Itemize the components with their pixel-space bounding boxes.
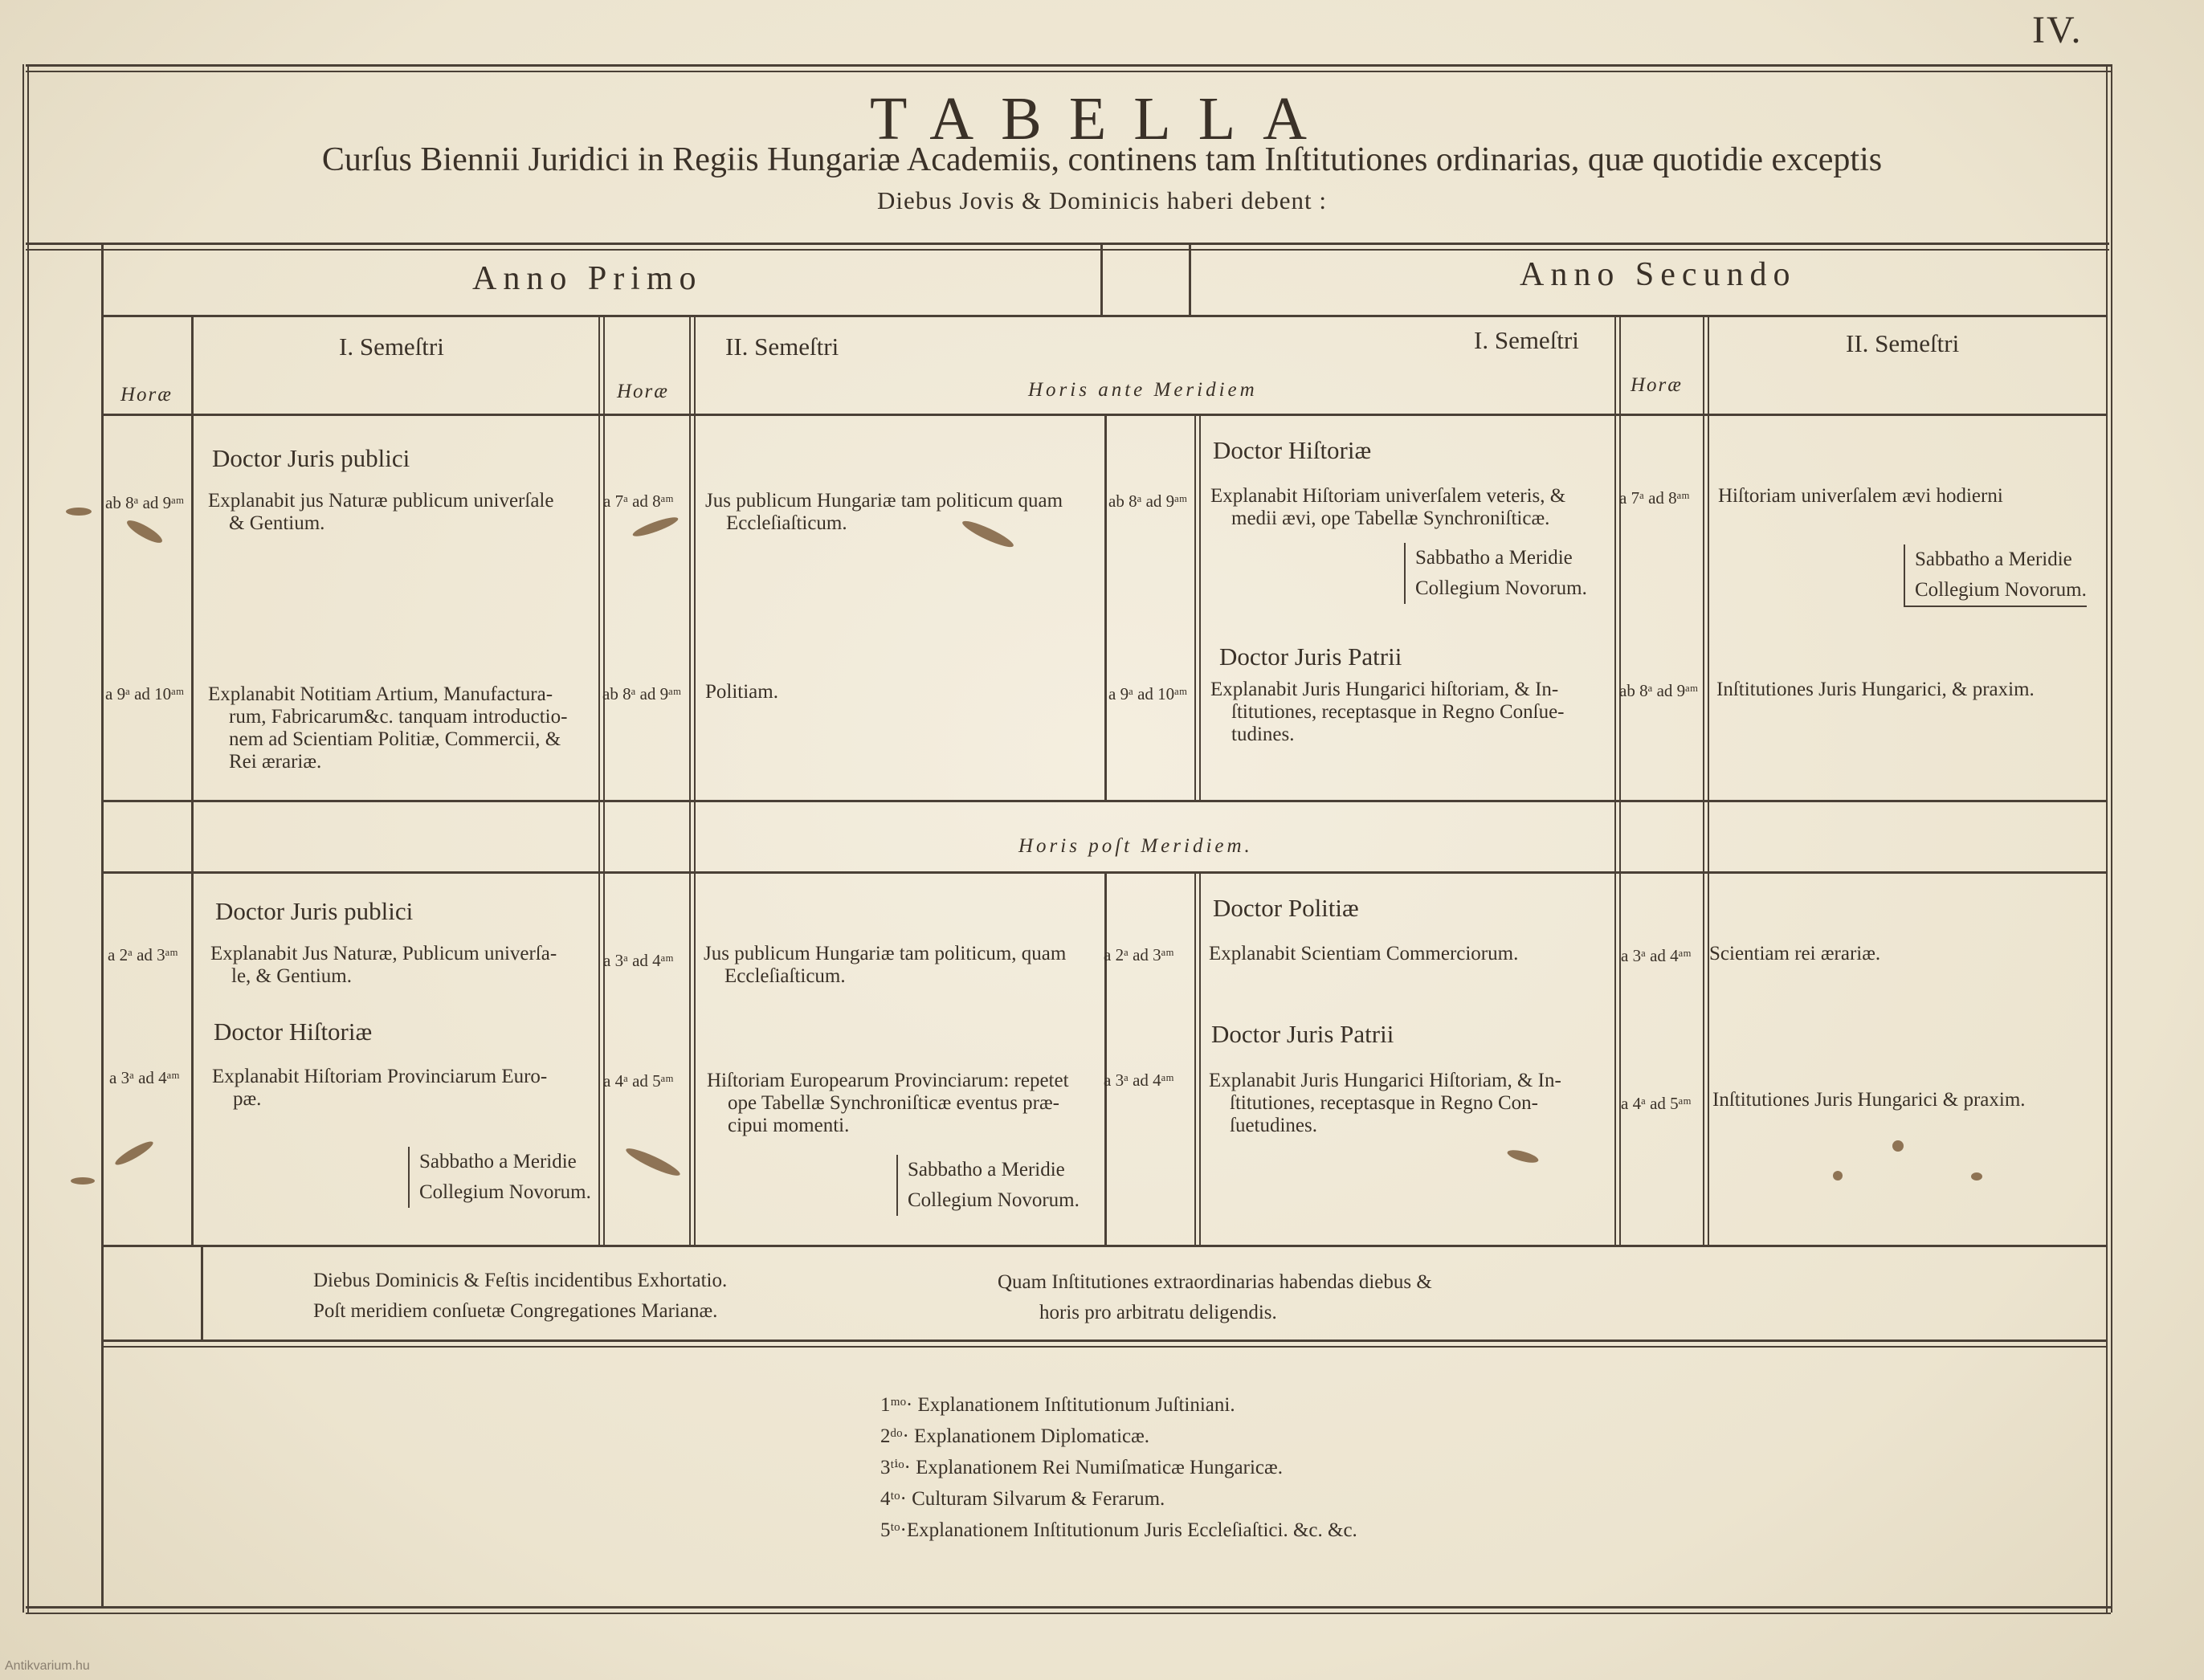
am-y2s1-r2-hours: a 9ᵃ ad 10ᵃᵐ [1108, 684, 1188, 703]
frame-left [22, 64, 29, 1613]
am-y1s2-r2-text: Politiam. [705, 681, 778, 703]
col-rule-1b [201, 1245, 203, 1340]
table-title: TABELLA [869, 85, 1335, 153]
col-rule-3 [689, 315, 696, 1245]
pm-y2s1-doctor1: Doctor Politiæ [1213, 894, 1359, 922]
am-y1s1-r1-hours: ab 8ᵃ ad 9ᵃᵐ [105, 493, 185, 512]
col-rule-5-pm [1194, 871, 1201, 1245]
ink-stain [71, 1177, 95, 1185]
pm-y2s2-r2-text: Inſtitutiones Juris Hungarici & praxim. [1712, 1089, 2026, 1111]
pm-y1s1-doctor2: Doctor Hiſtoriæ [214, 1017, 373, 1046]
pm-y1s1-r1-hours: a 2ᵃ ad 3ᵃᵐ [108, 945, 178, 964]
col-rule-7 [1703, 315, 1709, 1245]
pm-y2s1-r1-hours: a 2ᵃ ad 3ᵃᵐ [1104, 945, 1174, 964]
col-rule-6 [1614, 315, 1621, 1245]
semester-y1-s1: I. Semeſtri [339, 332, 444, 361]
pm-y2s2-r1-text: Scientiam rei ærariæ. [1709, 943, 1881, 964]
pm-y1s1-r2-hours: a 3ᵃ ad 4ᵃᵐ [109, 1068, 180, 1087]
list-item: 5ᵗᵒ·Explanationem Inſtitutionum Juris Eccleſiaſtici. &c. &c. [880, 1519, 1357, 1541]
col-rule-1 [191, 315, 194, 1245]
pm-y1s2-r2-hours: a 4ᵃ ad 5ᵃᵐ [603, 1071, 674, 1091]
pm-y2s1-r2-text: Explanabit Juris Hungarici Hiſtoriam, & In- ſtitutiones, receptasque in Regno Con- ſuetudines. [1209, 1070, 1561, 1136]
year-second-heading: Anno Secundo [1520, 256, 1797, 293]
am-y1s1-r2-text: Explanabit Notitiam Artium, Manufactura- rum, Fabricarum&c. tanquam introductio- nem ad Scientiam Politiæ, Commercii, & Rei ærariæ. [208, 683, 568, 773]
col-rule-5-am [1194, 414, 1201, 800]
am-y2s2-r2-text: Inſtitutiones Juris Hungarici, & praxim. [1716, 679, 2035, 700]
pm-y1s1-sabbatho-note: Sabbatho a Meridie Collegium Novorum. [408, 1147, 591, 1208]
col-rule-year-a [1100, 243, 1103, 315]
list-item: 3ᵗⁱᵒ· Explanationem Rei Numiſmaticæ Hungaricæ. [880, 1457, 1283, 1478]
list-item: 4ᵗᵒ· Culturam Silvarum & Ferarum. [880, 1488, 1165, 1510]
col-rule-year-b [1189, 243, 1191, 315]
table-subtitle: Curſus Biennii Juridici in Regiis Hungariæ Academiis, continens tam Inſtitutiones ordinarias, quæ quotidie exceptis [321, 141, 1883, 178]
watermark: Antikvarium.hu [5, 1659, 90, 1673]
pm-y1s2-r1-hours: a 3ᵃ ad 4ᵃᵐ [603, 951, 674, 970]
pm-y2s1-doctor2: Doctor Juris Patrii [1211, 1020, 1394, 1048]
am-y1s1-doctor: Doctor Juris publici [212, 444, 410, 472]
horae-label-2: Horæ [617, 381, 669, 402]
horae-label-3: Horæ [1631, 374, 1683, 396]
col-rule-4-am [1104, 414, 1107, 800]
semester-y2-s1: I. Semeſtri [1474, 326, 1579, 354]
rule-pm-bottom [103, 1245, 2106, 1247]
frame-bottom [26, 1606, 2111, 1614]
pm-y1s2-sabbatho-note: Sabbatho a Meridie Collegium Novorum. [896, 1155, 1080, 1216]
horae-label-1: Horæ [120, 384, 173, 406]
semester-y1-s2: II. Semeſtri [725, 332, 839, 361]
am-y2s2-r2-hours: ab 8ᵃ ad 9ᵃᵐ [1619, 681, 1699, 700]
rule-am-bottom [103, 800, 2106, 802]
am-y1s1-r2-hours: a 9ᵃ ad 10ᵃᵐ [105, 684, 185, 703]
col-rule-0 [101, 243, 104, 1608]
am-y1s1-r1-text: Explanabit jus Naturæ publicum univerſale & Gentium. [208, 490, 554, 534]
pm-y1s1-r2-text: Explanabit Hiſtoriam Provinciarum Euro- pæ. [212, 1066, 548, 1110]
pm-y1s2-r1-text: Jus publicum Hungariæ tam politicum, quam Eccleſiaſticum. [704, 943, 1067, 987]
am-y2s2-r1-hours: a 7ᵃ ad 8ᵃᵐ [1619, 488, 1690, 508]
am-y2s1-r2-text: Explanabit Juris Hungarici hiſtoriam, & In- ſtitutiones, receptasque in Regno Conſue- tudines. [1210, 679, 1565, 745]
am-y2s1-r1-hours: ab 8ᵃ ad 9ᵃᵐ [1108, 491, 1188, 511]
pm-y2s2-r2-hours: a 4ᵃ ad 5ᵃᵐ [1621, 1094, 1692, 1113]
band-post-meridiem: Horis poſt Meridiem. [1018, 835, 1253, 857]
pm-y2s1-r1-text: Explanabit Scientiam Commerciorum. [1209, 943, 1519, 964]
ink-stain [1833, 1171, 1843, 1180]
am-y2s2-sabbatho-note: Sabbatho a Meridie Collegium Novorum. [1904, 544, 2087, 607]
am-y1s2-r1-text: Jus publicum Hungariæ tam politicum quam Eccleſiaſticum. [705, 490, 1063, 534]
frame-right [2106, 64, 2112, 1613]
am-y2s1-doctor2: Doctor Juris Patrii [1219, 642, 1402, 671]
pm-y2s2-r1-hours: a 3ᵃ ad 4ᵃᵐ [1621, 946, 1692, 965]
list-item: 2ᵈᵒ· Explanationem Diplomaticæ. [880, 1425, 1150, 1447]
ink-stain [1892, 1140, 1904, 1152]
extraordinary-list [880, 1389, 1357, 1546]
page-number: IV. [2032, 9, 2083, 51]
col-rule-2 [598, 315, 605, 1245]
am-y1s2-r2-hours: ab 8ᵃ ad 9ᵃᵐ [602, 684, 682, 703]
footer-note-right: Quam Inſtitutiones extraordinarias habendas diebus & horis pro arbitratu deligendis. [998, 1271, 1432, 1323]
am-y2s1-doctor1: Doctor Hiſtoriæ [1213, 436, 1372, 464]
rule-under-title [26, 243, 2109, 251]
semester-y2-s2: II. Semeſtri [1846, 329, 1960, 357]
band-ante-meridiem: Horis ante Meridiem [1028, 379, 1258, 401]
ink-stain [66, 508, 92, 516]
am-y2s1-r1-text: Explanabit Hiſtoriam univerſalem veteris, & medii ævi, ope Tabellæ Synchroniſticæ. [1210, 485, 1566, 529]
am-y1s2-r1-hours: a 7ᵃ ad 8ᵃᵐ [603, 491, 674, 511]
rule-under-years [103, 315, 2106, 317]
list-item: 1ᵐᵒ· Explanationem Inſtitutionum Juſtiniani. [880, 1394, 1235, 1416]
col-rule-4-pm [1104, 871, 1107, 1245]
pm-y1s1-r1-text: Explanabit Jus Naturæ, Publicum univerſa- le, & Gentium. [210, 943, 557, 987]
year-first-heading: Anno Primo [472, 260, 703, 297]
rule-footer-bottom [103, 1340, 2106, 1348]
footer-note-left: Diebus Dominicis & Feſtis incidentibus Exhortatio. Poſt meridiem conſuetæ Congregationes Marianæ. [313, 1270, 728, 1322]
am-y2s1-sabbatho-note: Sabbatho a Meridie Collegium Novorum. [1404, 543, 1587, 604]
pm-y1s2-r2-text: Hiſtoriam Europearum Provinciarum: repetet ope Tabellæ Synchroniſticæ eventus præ- cipui momenti. [707, 1070, 1069, 1136]
am-y2s2-r1-text: Hiſtoriam univerſalem ævi hodierni [1718, 485, 2003, 507]
pm-y2s1-r2-hours: a 3ᵃ ad 4ᵃᵐ [1104, 1070, 1174, 1090]
ink-stain [1971, 1172, 1982, 1180]
frame-top [26, 64, 2111, 72]
pm-y1s1-doctor1: Doctor Juris publici [215, 897, 414, 925]
table-subtitle-line2: Diebus Jovis & Dominicis haberi debent : [876, 186, 1328, 214]
